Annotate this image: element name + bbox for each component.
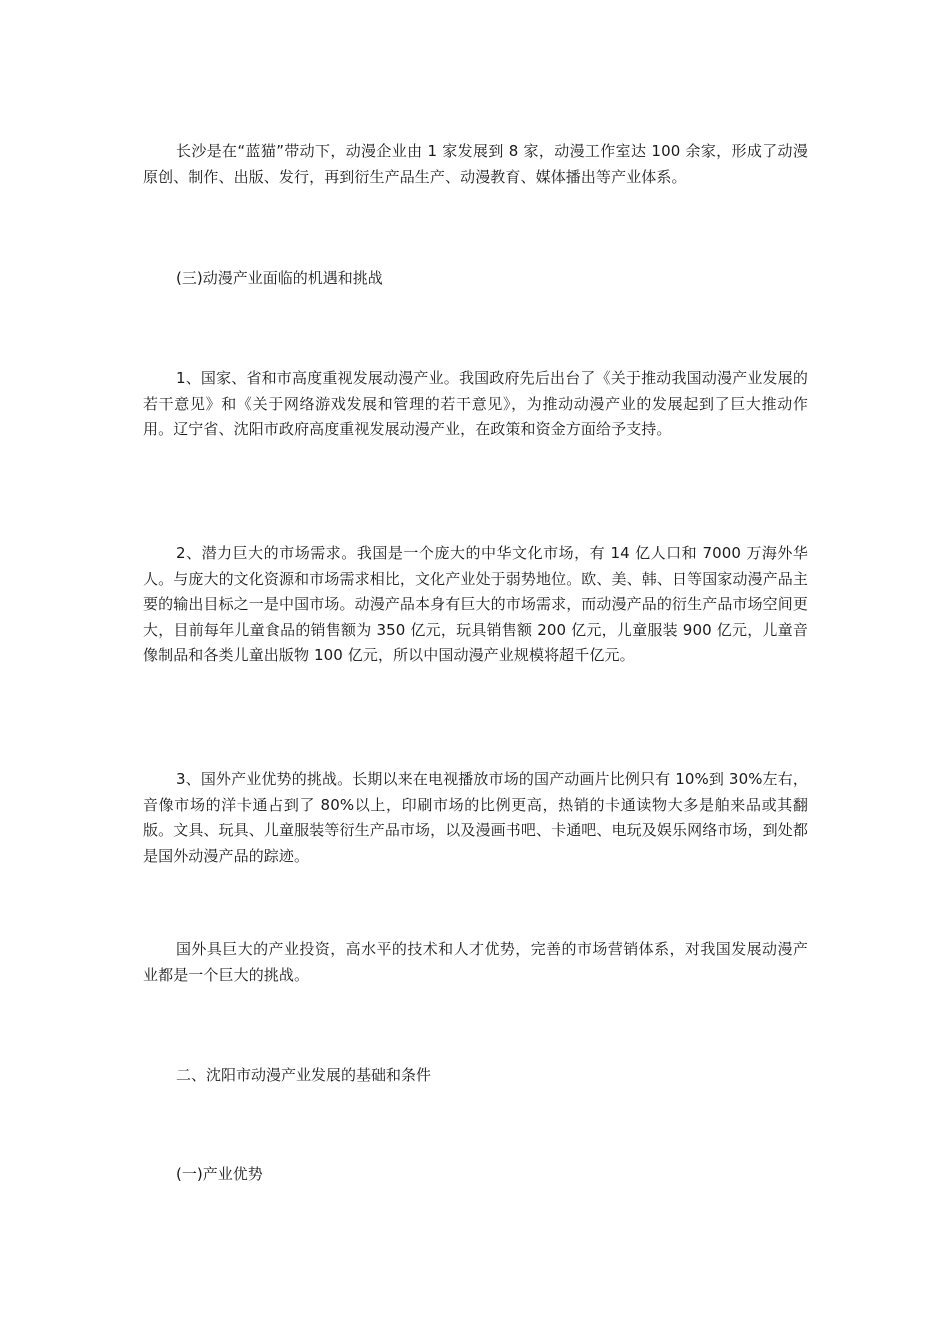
paragraph-foreign-challenge: 国外具巨大的产业投资，高水平的技术和人才优势，完善的市场营销体系，对我国发展动漫产业都是一个巨大的挑战。	[143, 940, 808, 984]
section-heading-opportunities: (三)动漫产业面临的机遇和挑战	[176, 269, 383, 287]
paragraph-point-1: 1、国家、省和市高度重视发展动漫产业。我国政府先后出台了《关于推动我国动漫产业发展的若干意见》和《关于网络游戏发展和管理的若干意见》，为推动动漫产业的发展起到了巨大推动作用。辽宁省、沈阳市政府高度重视发展动漫产业，在政策和资金方面给予支持。	[143, 369, 808, 438]
paragraph-changsha: 长沙是在“蓝猫”带动下，动漫企业由 1 家发展到 8 家，动漫工作室达 100 余家，形成了动漫原创、制作、出版、发行，再到衍生产品生产、动漫教育、媒体播出等产业体系。	[143, 142, 808, 186]
subsection-heading-advantages: (一)产业优势	[176, 1165, 263, 1183]
paragraph-point-3: 3、国外产业优势的挑战。长期以来在电视播放市场的国产动画片比例只有 10%到 30%左右，音像市场的洋卡通占到了 80%以上，印刷市场的比例更高，热销的卡通读物大多是舶来品或其翻版。文具、玩具、儿童服装等衍生产品市场，以及漫画书吧、卡通吧、电玩及娱乐网络市场，到处都是国外动漫产品的踪迹。	[143, 770, 808, 865]
paragraph-point-2: 2、潜力巨大的市场需求。我国是一个庞大的中华文化市场，有 14 亿人口和 7000 万海外华人。与庞大的文化资源和市场需求相比，文化产业处于弱势地位。欧、美、韩、日等国家动漫产品主要的输出目标之一是中国市场。动漫产品本身有巨大的市场需求，而动漫产品的衍生产品市场空间更大，目前每年儿童食品的销售额为 350 亿元，玩具销售额 200 亿元，儿童服装 900 亿元，儿童音像制品和各类儿童出版物 100 亿元，所以中国动漫产业规模将超千亿元。	[143, 544, 808, 664]
section-heading-shenyang: 二、沈阳市动漫产业发展的基础和条件	[176, 1066, 432, 1084]
